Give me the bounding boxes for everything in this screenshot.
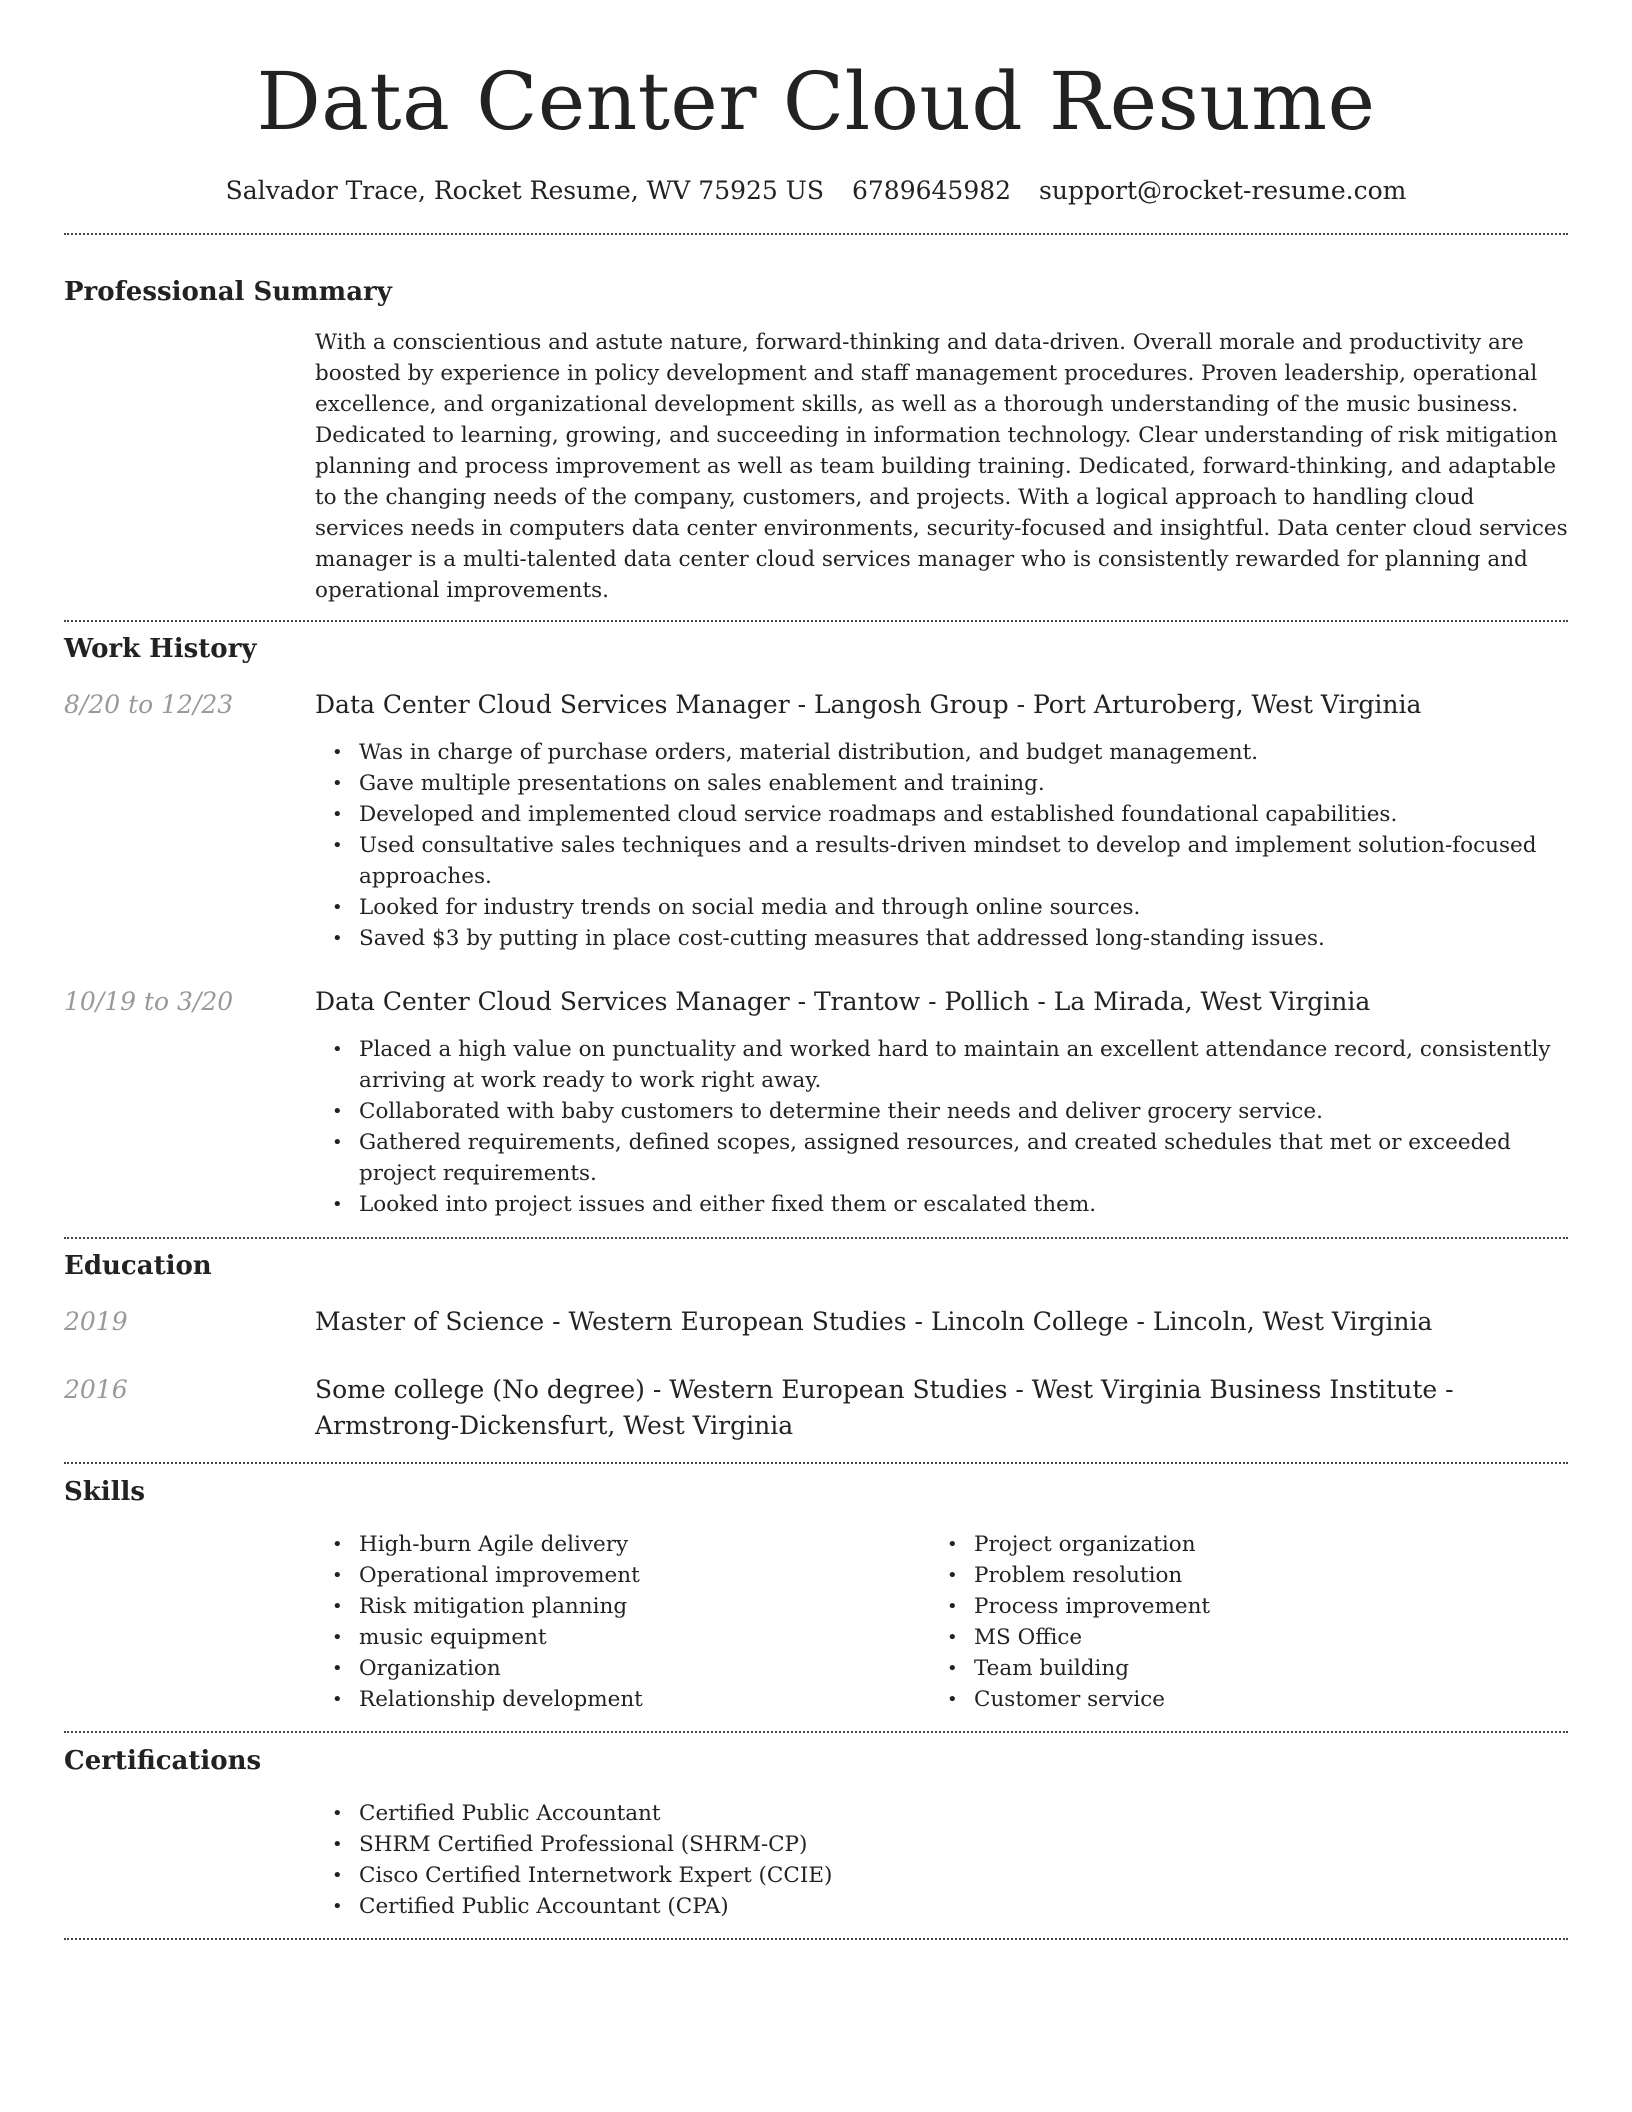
- certifications-section: [64, 1744, 1568, 1922]
- contact-address: Salvador Trace, Rocket Resume, WV 75925 US: [225, 176, 824, 205]
- job-bullet: • Collaborated with baby customers to determine their needs and deliver grocery service.: [359, 1096, 1568, 1127]
- skill-item: • Customer service: [974, 1684, 1210, 1715]
- skills-section: [64, 1475, 1568, 1715]
- job-bullet: • Placed a high value on punctuality and worked hard to maintain an excellent attendance record, consistently arriving at work ready to work right away.: [359, 1034, 1568, 1096]
- certification-item: • Cisco Certified Internetwork Expert (CCIE): [359, 1860, 1568, 1891]
- skill-item: • Problem resolution: [974, 1560, 1210, 1591]
- skills-list: [359, 1529, 1568, 1715]
- education-entry: [64, 1372, 1568, 1444]
- skills-heading: Skills: [64, 1477, 146, 1507]
- skill-item: • Organization: [359, 1653, 974, 1684]
- skills-column-right: [974, 1529, 1210, 1715]
- job-bullets: [359, 737, 1568, 954]
- skill-item: • Project organization: [974, 1529, 1210, 1560]
- skill-item: • Risk mitigation planning: [359, 1591, 974, 1622]
- summary-heading: Professional Summary: [64, 277, 392, 307]
- summary-section: [64, 275, 1568, 606]
- skill-item: • MS Office: [974, 1622, 1210, 1653]
- job-date: 8/20 to 12/23: [64, 690, 234, 719]
- job-bullet: • Gathered requirements, defined scopes, assigned resources, and created schedules that met or exceeded project requirements.: [359, 1127, 1568, 1189]
- certifications-list: [359, 1798, 1568, 1922]
- education-date: 2019: [64, 1307, 128, 1336]
- resume-page: [64, 0, 1568, 1940]
- certification-item: • Certified Public Accountant (CPA): [359, 1891, 1568, 1922]
- work-section: [64, 632, 1568, 1220]
- job-bullets: [359, 1034, 1568, 1220]
- education-section: [64, 1249, 1568, 1444]
- skill-item: • Team building: [974, 1653, 1210, 1684]
- skill-item: • Operational improvement: [359, 1560, 974, 1591]
- divider: [64, 233, 1568, 235]
- contact-email[interactable]: support@rocket-resume.com: [1039, 176, 1407, 205]
- job-bullet: • Developed and implemented cloud service roadmaps and established foundational capabilities.: [359, 799, 1568, 830]
- contact-phone: 6789645982: [851, 176, 1012, 205]
- skill-item: • High-burn Agile delivery: [359, 1529, 974, 1560]
- certification-item: • Certified Public Accountant: [359, 1798, 1568, 1829]
- job-bullet: • Gave multiple presentations on sales enablement and training.: [359, 768, 1568, 799]
- job-bullet: • Was in charge of purchase orders, material distribution, and budget management.: [359, 737, 1568, 768]
- education-date: 2016: [64, 1375, 128, 1404]
- skill-item: • Relationship development: [359, 1684, 974, 1715]
- job-title: Data Center Cloud Services Manager - Langosh Group - Port Arturoberg, West Virginia: [315, 690, 1422, 719]
- summary-text: With a conscientious and astute nature, forward-thinking and data-driven. Overall morale and productivity are boosted by experience in policy development and staff management procedures. Proven leadership, operational excellence, and organizational development skills, as well as a thorough understanding of the music business. Dedicated to learning, growing, and succeeding in information technology. Clear understanding of risk mitigation planning and process improvement as well as team building training. Dedicated, forward-thinking, and adaptable to the changing needs of the company, customers, and projects. With a logical approach to handling cloud services needs in computers data center environments, security-focused and insightful. Data center cloud services manager is a multi-talented data center cloud services manager who is consistently rewarded for planning and operational improvements.: [315, 330, 1568, 603]
- divider: [64, 1731, 1568, 1733]
- divider: [64, 620, 1568, 622]
- job-bullet: • Used consultative sales techniques and a results-driven mindset to develop and implement solution-focused approaches.: [359, 830, 1568, 892]
- certifications-heading: Certifications: [64, 1746, 262, 1776]
- job-bullet: • Looked into project issues and either fixed them or escalated them.: [359, 1189, 1568, 1220]
- contact-line: [64, 174, 1568, 208]
- education-text: Master of Science - Western European Studies - Lincoln College - Lincoln, West Virginia: [315, 1307, 1433, 1336]
- skill-item: • Process improvement: [974, 1591, 1210, 1622]
- job-bullet: • Looked for industry trends on social media and through online sources.: [359, 892, 1568, 923]
- skills-column-left: [359, 1529, 974, 1715]
- certification-item: • SHRM Certified Professional (SHRM-CP): [359, 1829, 1568, 1860]
- work-heading: Work History: [64, 634, 257, 664]
- divider: [64, 1938, 1568, 1940]
- education-heading: Education: [64, 1251, 212, 1281]
- education-entry: [64, 1304, 1568, 1340]
- job-date: 10/19 to 3/20: [64, 987, 234, 1016]
- education-text: Some college (No degree) - Western European Studies - West Virginia Business Institute - Armstrong-Dickensfurt, West Virginia: [315, 1375, 1454, 1440]
- job-bullet: • Saved $3 by putting in place cost-cutting measures that addressed long-standing issues.: [359, 923, 1568, 954]
- job-entry: [64, 687, 1568, 954]
- divider: [64, 1237, 1568, 1239]
- resume-title: Data Center Cloud Resume: [256, 55, 1376, 148]
- job-entry: [64, 984, 1568, 1220]
- skill-item: • music equipment: [359, 1622, 974, 1653]
- job-title: Data Center Cloud Services Manager - Trantow - Pollich - La Mirada, West Virginia: [315, 987, 1371, 1016]
- divider: [64, 1462, 1568, 1464]
